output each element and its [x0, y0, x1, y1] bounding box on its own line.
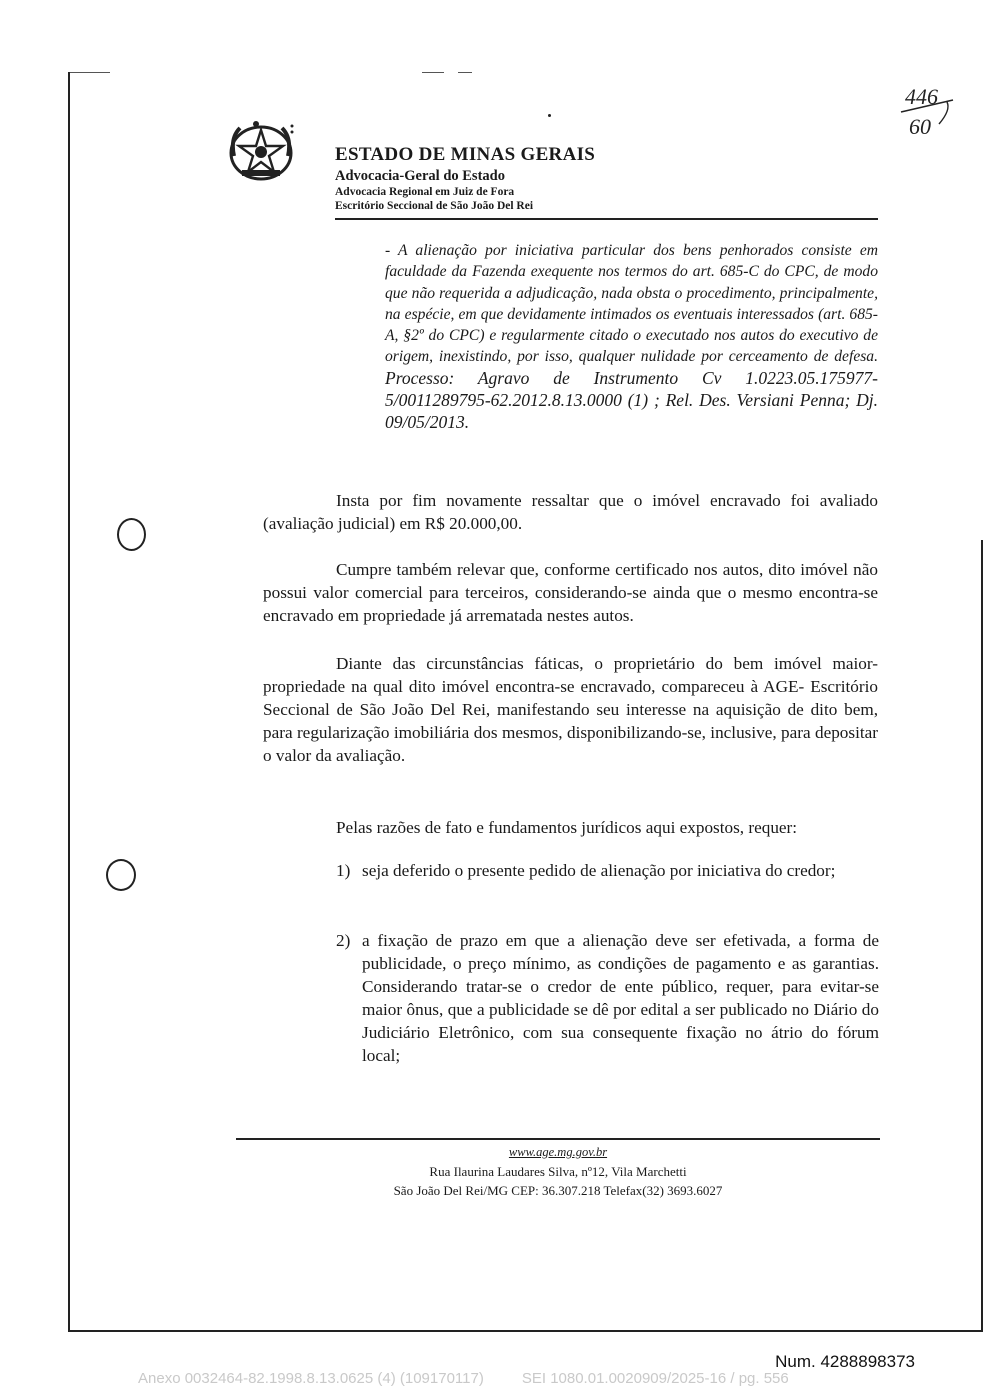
letterhead — [335, 143, 880, 213]
svg-text:446: 446 — [905, 84, 938, 109]
document-number-stamp: Num. 4288898373 — [775, 1352, 915, 1371]
header-state: ESTADO DE MINAS GERAIS — [335, 144, 596, 165]
request-item — [336, 929, 879, 1067]
scan-border-bottom — [68, 1330, 983, 1332]
request-item-text: seja deferido o presente pedido de alienação por iniciativa do credor; — [362, 861, 836, 880]
footer-website[interactable]: www.age.mg.gov.br — [508, 1145, 608, 1159]
header-divider — [335, 218, 878, 220]
request-item-text: a fixação de prazo em que a alienação deve ser efetivada, a forma de publicidade, o preço mínimo, as condições de pagamento e as garantias. Considerando tratar-se o credor de ente público, requer, para evitar-se maior ônus, que a publicidade se dê por edital a ser publicado no Diário do Judiciário Eletrônico, com sua consequente fixação no átrio do fórum local; — [362, 931, 879, 1065]
handwritten-page-number — [895, 82, 965, 142]
header-office: Escritório Seccional de São João Del Rei — [335, 200, 534, 212]
annex-stamp — [138, 1370, 928, 1387]
request-item-number: 2) — [336, 931, 351, 950]
annex-reference: Anexo 0032464-82.1998.8.13.0625 (4) (109170117) — [138, 1370, 484, 1387]
punch-hole — [106, 859, 136, 891]
footer — [236, 1143, 880, 1200]
footer-city-phone: São João Del Rei/MG CEP: 36.307.218 Telefax(32) 3693.6027 — [393, 1183, 723, 1198]
header-agency: Advocacia-Geral do Estado — [335, 168, 505, 184]
scan-mark — [70, 72, 110, 73]
footer-address: Rua Ilaurina Laudares Silva, nº12, Vila Marchetti — [429, 1164, 687, 1179]
scan-border-left — [68, 72, 70, 1332]
scan-mark — [422, 72, 444, 73]
punch-hole — [117, 518, 146, 551]
svg-text:60: 60 — [909, 114, 931, 139]
citation-text: - A alienação por iniciativa particular dos bens penhorados consiste em faculdade da Fazenda exequente nos termos do art. 685-C do CPC, de modo que não requerida a adjudicação, nada obsta o procedimento, principalmente, na espécie, em que devidamente intimados os eventuais interessados (art. 685-A, §2º do CPC) e regularmente citado o executado nos autos do executivo de origem, inexistindo, por isso, qualquer nulidade por cerceamento de defesa. — [385, 242, 878, 366]
request-item — [336, 859, 879, 882]
sei-reference: SEI 1080.01.0020909/2025-16 / pg. 556 — [521, 1370, 789, 1387]
header-regional: Advocacia Regional em Juiz de Fora — [335, 186, 515, 198]
jurisprudence-citation — [385, 240, 878, 435]
paragraph-circumstances: Diante das circunstâncias fáticas, o proprietário do bem imóvel maior- propriedade na qual dito imóvel encontra-se encravado, compareceu à AGE- Escritório Seccional de São João Del Rei, manifestando seu interesse na aquisição de dito bem, para regularização imobiliária dos mesmos, disponibilizando-se, inclusive, para depositar o valor da avaliação. — [263, 654, 878, 765]
request-intro: Pelas razões de fato e fundamentos jurídicos aqui expostos, requer: — [336, 818, 798, 837]
scan-mark — [458, 72, 472, 73]
request-item-number: 1) — [336, 861, 351, 880]
paragraph-commercial-value: Cumpre também relevar que, conforme certificado nos autos, dito imóvel não possui valor comercial para terceiros, considerando-se ainda que o mesmo encontra-se encravado em propriedade já arrematada nestes autos. — [263, 560, 878, 625]
citation-process: Processo: Agravo de Instrumento Cv 1.0223.05.175977-5/0011289795-62.2012.8.13.0000 (1) ; Rel. Des. Versiani Penna; Dj. 09/05/2013. — [385, 367, 878, 433]
scan-border-right — [981, 540, 983, 1332]
coat-of-arms-icon — [226, 118, 296, 184]
footer-divider — [236, 1138, 880, 1140]
scan-speck — [548, 114, 551, 117]
paragraph-evaluation: Insta por fim novamente ressaltar que o imóvel encravado foi avaliado (avaliação judicial) em R$ 20.000,00. — [263, 491, 878, 533]
